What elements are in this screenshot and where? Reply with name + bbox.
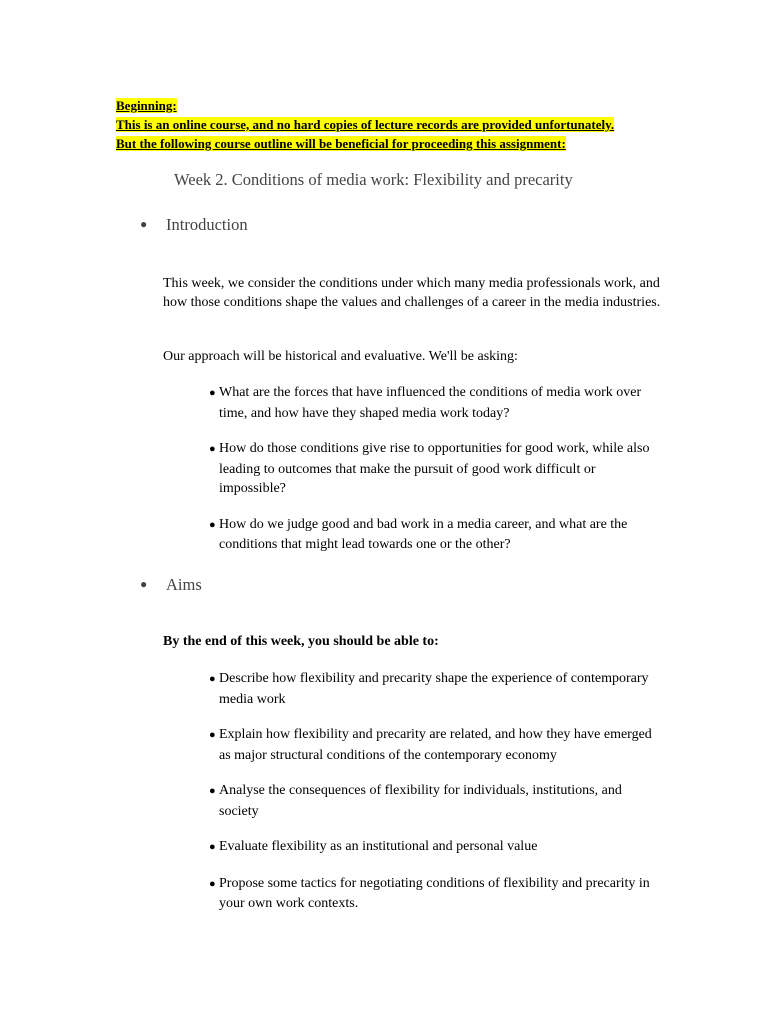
list-item: ● Explain how flexibility and precarity are related, and how they have emerged as major structural conditions of the contemporary economy xyxy=(209,727,652,763)
introduction-paragraph-2: Our approach will be historical and evaluative. We'll be asking: xyxy=(163,349,518,364)
aims-list xyxy=(193,669,663,914)
bullet-icon: ● xyxy=(209,785,216,797)
list-item: ● How do we judge good and bad work in a media career, and what are the conditions that might lead towards one or the other? xyxy=(209,516,628,552)
section-bullet-icon: ● xyxy=(140,217,148,231)
bullet-icon: ● xyxy=(209,443,216,455)
list-item: ● What are the forces that have influenced the conditions of media work over time, and how have they shaped media work today? xyxy=(209,385,642,421)
introduction-heading: Introduction xyxy=(166,215,248,234)
aims-heading: Aims xyxy=(166,575,202,594)
introduction-heading-row xyxy=(140,215,248,235)
bullet-icon: ● xyxy=(209,387,216,399)
notice-line-beginning: Beginning: xyxy=(116,98,177,113)
bullet-icon: ● xyxy=(209,877,216,890)
list-item: ● Evaluate flexibility as an institutional and personal value xyxy=(203,837,663,858)
bullet-icon: ● xyxy=(209,841,216,853)
introduction-question-list xyxy=(193,383,663,555)
list-item: ● Describe how flexibility and precarity shape the experience of contemporary media work xyxy=(209,671,649,707)
week-title: Week 2. Conditions of media work: Flexibility and precarity xyxy=(174,170,573,189)
list-item: ● How do those conditions give rise to opportunities for good work, while also leading to outcomes that make the pursuit of good work difficult or impossible? xyxy=(209,441,650,496)
bullet-icon: ● xyxy=(209,518,216,531)
introduction-paragraph-1: This week, we consider the conditions under which many media professionals work, and how those conditions shape the values and challenges of a career in the media industries. xyxy=(163,276,661,310)
list-item: ● Analyse the consequences of flexibility for individuals, institutions, and society xyxy=(209,783,622,819)
bullet-icon: ● xyxy=(209,673,216,685)
bullet-icon: ● xyxy=(209,729,216,741)
aims-lead: By the end of this week, you should be able to: xyxy=(163,634,439,649)
aims-heading-row xyxy=(140,575,202,595)
notice-line-course-outline: But the following course outline will be beneficial for proceeding this assignment: xyxy=(116,136,566,151)
notice-line-online-course: This is an online course, and no hard copies of lecture records are provided unfortunately. xyxy=(116,117,615,132)
list-item: ● Propose some tactics for negotiating conditions of flexibility and precarity in your own work contexts. xyxy=(209,875,650,911)
highlighted-notice xyxy=(116,96,614,153)
section-bullet-icon: ● xyxy=(140,577,148,591)
